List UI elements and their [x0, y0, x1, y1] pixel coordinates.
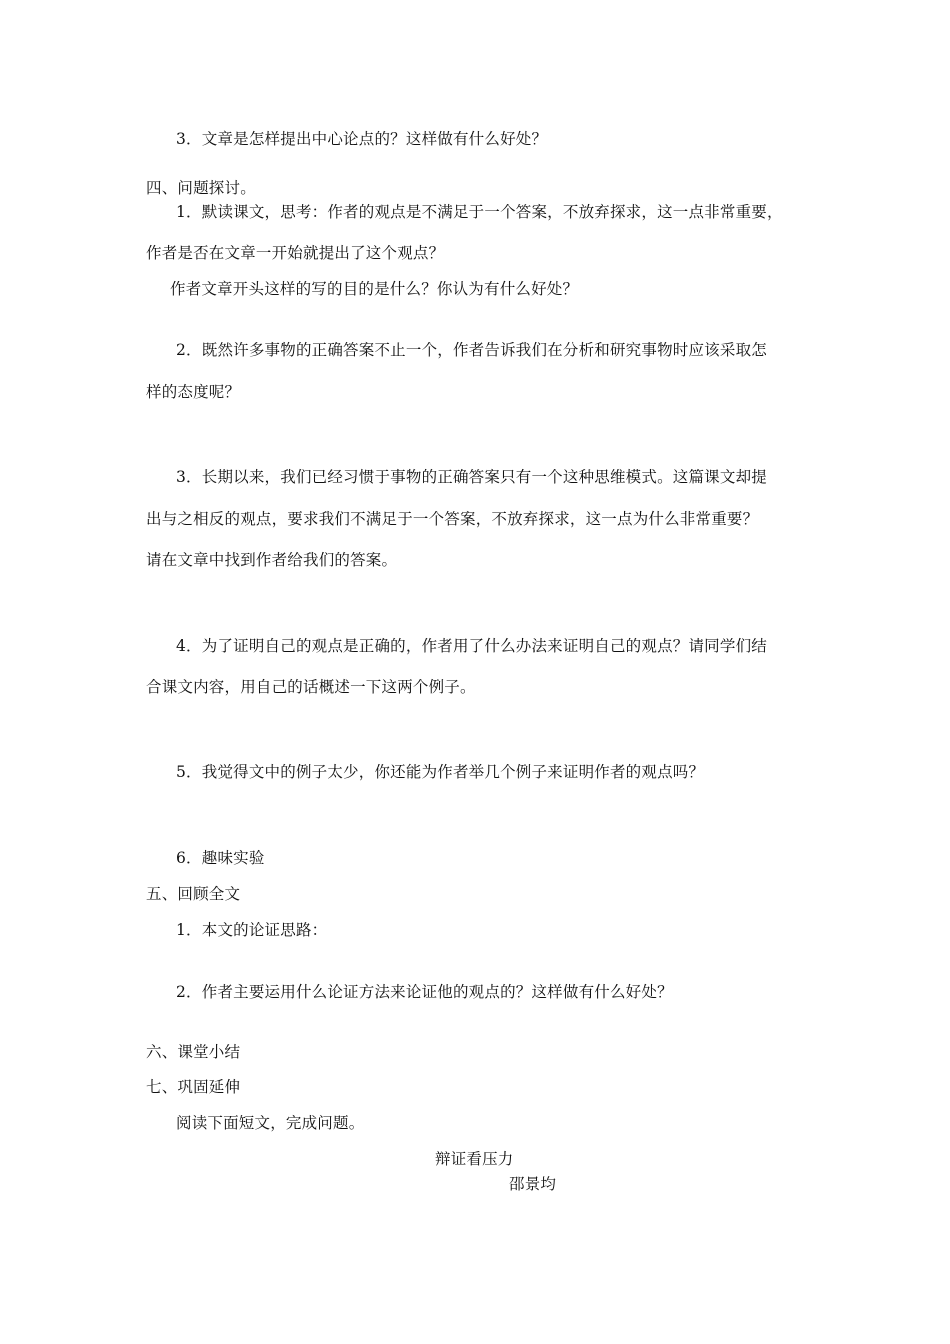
question-4-2-line2: 样的态度呢？ — [146, 383, 241, 401]
question-4-5: 5．我觉得文中的例子太少，你还能为作者举几个例子来证明作者的观点吗？ — [176, 763, 705, 781]
question-4-3-line1: 3．长期以来，我们已经习惯于事物的正确答案只有一个这种思维模式。这篇课文却提 — [176, 468, 767, 486]
question-4-6: 6．趣味实验 — [176, 849, 265, 867]
question-4-2-line1: 2．既然许多事物的正确答案不止一个，作者告诉我们在分析和研究事物时应该采取怎 — [176, 341, 767, 359]
section-heading-7: 七、巩固延伸 — [146, 1078, 241, 1096]
question-4-3-line2: 出与之相反的观点，要求我们不满足于一个答案，不放弃探求，这一点为什么非常重要？ — [146, 510, 759, 528]
question-3-3: 3．文章是怎样提出中心论点的？这样做有什么好处？ — [176, 130, 548, 148]
question-5-2: 2．作者主要运用什么论证方法来论证他的观点的？这样做有什么好处？ — [176, 983, 673, 1001]
question-4-1-line3: 作者文章开头这样的写的目的是什么？你认为有什么好处？ — [170, 280, 579, 298]
question-5-1: 1．本文的论证思路： — [176, 921, 328, 939]
reading-instruction: 阅读下面短文，完成问题。 — [176, 1114, 365, 1132]
question-4-1-line2: 作者是否在文章一开始就提出了这个观点？ — [146, 244, 445, 262]
passage-author: 邵景均 — [509, 1175, 557, 1193]
question-4-1-line1: 1．默读课文，思考：作者的观点是不满足于一个答案，不放弃探求，这一点非常重要， — [176, 203, 783, 221]
section-heading-6: 六、课堂小结 — [146, 1043, 241, 1061]
passage-title: 辩证看压力 — [435, 1150, 514, 1168]
question-4-3-line3: 请在文章中找到作者给我们的答案。 — [146, 551, 398, 569]
question-4-4-line1: 4．为了证明自己的观点是正确的，作者用了什么办法来证明自己的观点？请同学们结 — [176, 637, 767, 655]
section-heading-4: 四、问题探讨。 — [146, 179, 256, 197]
question-4-4-line2: 合课文内容，用自己的话概述一下这两个例子。 — [146, 678, 476, 696]
section-heading-5: 五、回顾全文 — [146, 885, 241, 903]
